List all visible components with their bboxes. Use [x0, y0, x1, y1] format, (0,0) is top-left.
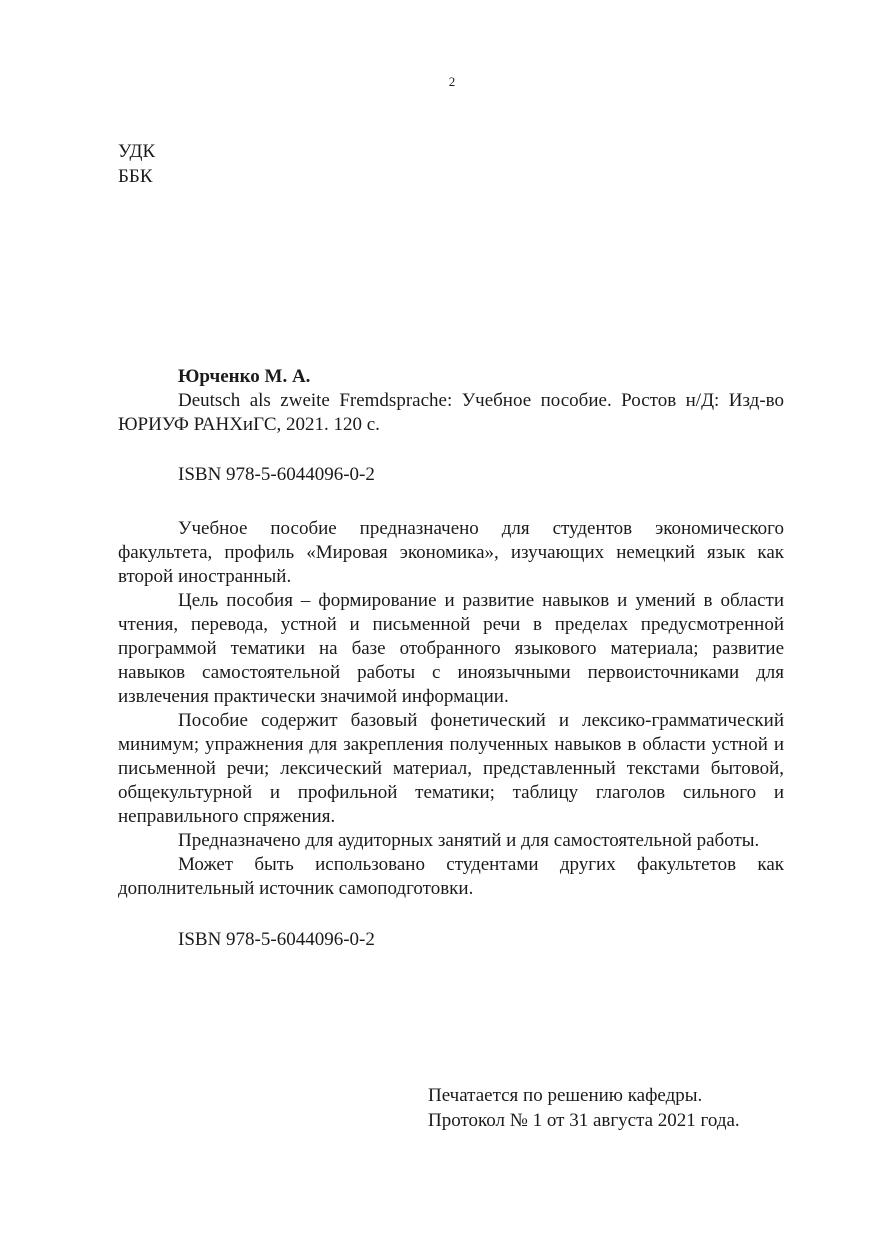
- abstract-paragraph: Учебное пособие предназначено для студентов экономического факультета, профиль «Мировая экономика», изучающих немецкий язык как второй иностранный.: [118, 518, 784, 587]
- approval-line-2: Протокол № 1 от 31 августа 2021 года.: [428, 1110, 740, 1131]
- isbn-top: ISBN 978-5-6044096-0-2: [178, 464, 375, 485]
- udk-label: УДК: [118, 141, 156, 162]
- approval-line-1: Печатается по решению кафедры.: [428, 1085, 703, 1106]
- bbk-label: ББК: [118, 166, 153, 187]
- citation: Deutsch als zweite Fremdsprache: Учебное пособие. Ростов н/Д: Изд-во ЮРИУФ РАНХиГС, 2021. 120 с.: [118, 390, 784, 435]
- abstract-paragraph: Предназначено для аудиторных занятий и для самостоятельной работы.: [178, 830, 760, 851]
- abstract: [118, 517, 784, 901]
- abstract-paragraph: Может быть использовано студентами других факультетов как дополнительный источник самоподготовки.: [118, 854, 784, 899]
- abstract-paragraph: Цель пособия – формирование и развитие навыков и умений в области чтения, перевода, устной и письменной речи в пределах предусмотренной программой тематики на базе отобранного языкового материала; развитие навыков самостоятельной работы с иноязычными первоисточниками для извлечения практически значимой информации.: [118, 590, 784, 707]
- page-number: 2: [448, 74, 456, 89]
- classification-block: [118, 139, 155, 189]
- bibliographic-block: [118, 365, 784, 952]
- abstract-paragraph: Пособие содержит базовый фонетический и лексико-грамматический минимум; упражнения для закрепления полученных навыков в области устной и письменной речи; лексический материал, представленный текстами бытовой, общекультурной и профильной тематики; таблицу глаголов сильного и неправильного спряжения.: [118, 710, 784, 827]
- author-name: Юрченко М. А.: [178, 366, 311, 387]
- approval-note: [428, 1083, 740, 1133]
- isbn-bottom: ISBN 978-5-6044096-0-2: [178, 929, 375, 950]
